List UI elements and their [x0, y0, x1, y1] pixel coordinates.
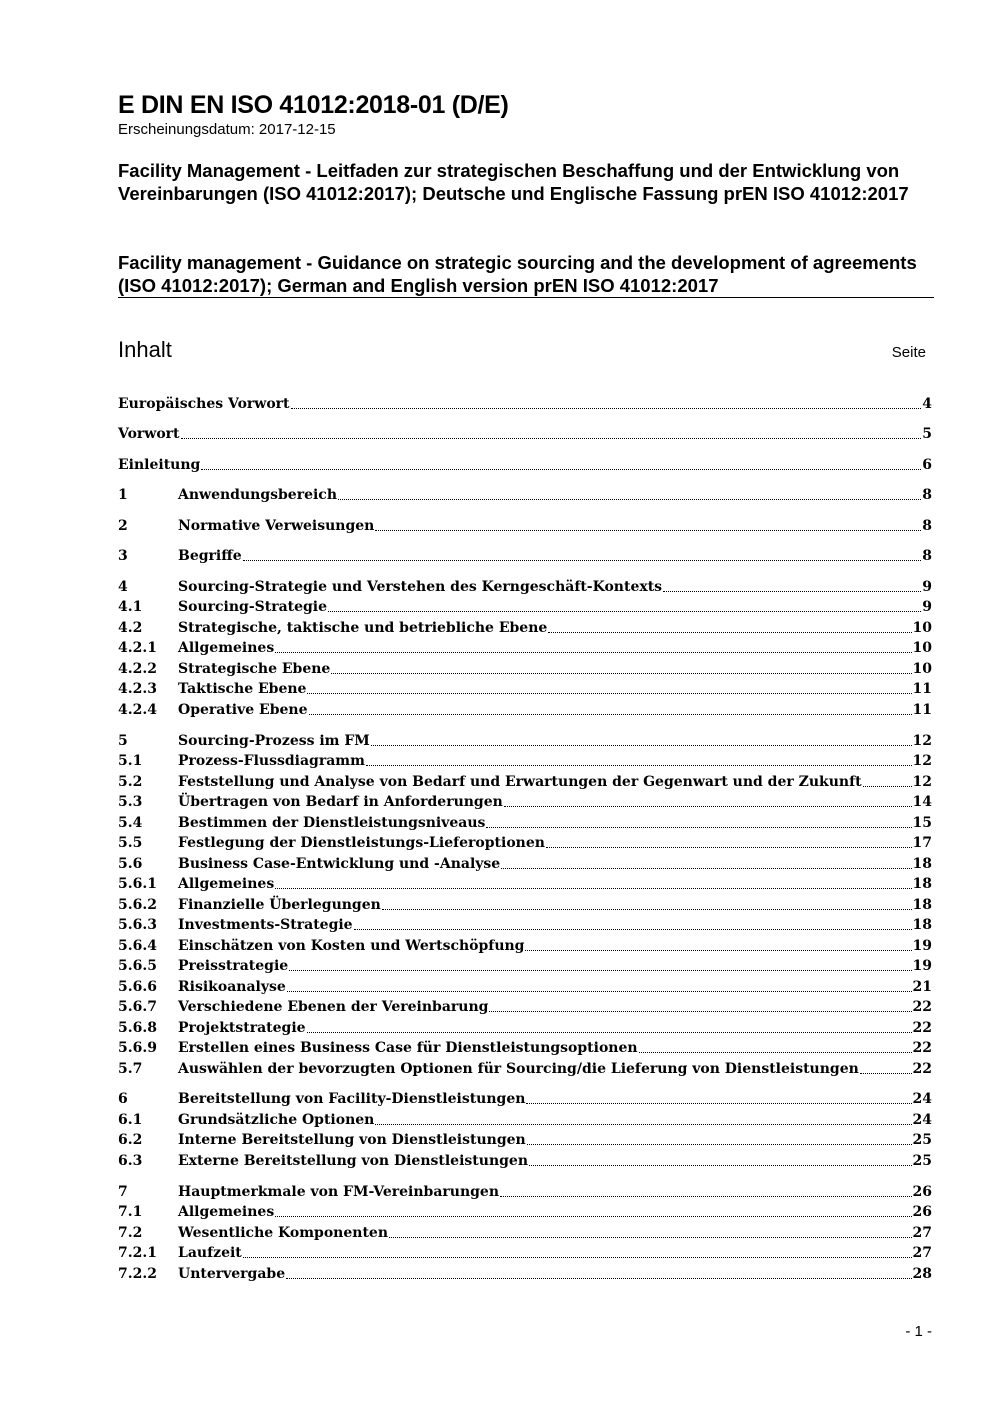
toc-entry-number: 5 [118, 733, 128, 749]
toc-dot-leader [525, 950, 911, 951]
toc-entry-title: Externe Bereitstellung von Dienstleistungen [178, 1153, 528, 1169]
toc-entry-title: Investments-Strategie [178, 917, 353, 933]
toc-entry-page: 9 [922, 579, 932, 595]
toc-entry[interactable] [118, 936, 932, 956]
toc-entry-page: 25 [912, 1132, 932, 1148]
toc-entry-number: 7 [118, 1184, 128, 1200]
toc-entry[interactable] [118, 1110, 932, 1130]
toc-dot-leader [382, 909, 912, 910]
toc-entry[interactable] [118, 1182, 932, 1202]
toc-entry-title: Einleitung [118, 457, 201, 473]
toc-entry-number: 5.6.9 [118, 1040, 157, 1056]
toc-entry-number: 6.2 [118, 1132, 143, 1148]
toc-entry-page: 24 [912, 1091, 932, 1107]
toc-entry-number: 1 [118, 487, 128, 503]
toc-entry-number: 4.2.3 [118, 681, 157, 697]
toc-page-column-label: Seite [891, 344, 926, 361]
toc-entry-number: 2 [118, 518, 128, 534]
toc-entry-number: 5.4 [118, 815, 143, 831]
toc-entry-number: 5.6.1 [118, 876, 157, 892]
toc-entry-number: 5.6 [118, 856, 143, 872]
toc-entry-number: 5.6.2 [118, 897, 157, 913]
toc-entry-page: 14 [912, 794, 932, 810]
toc-entry-title: Allgemeines [178, 640, 275, 656]
toc-dot-leader [243, 560, 922, 561]
toc-entry-title: Allgemeines [178, 1204, 275, 1220]
toc-entry-page: 24 [912, 1112, 932, 1128]
toc-entry-number: 7.2.2 [118, 1266, 157, 1282]
toc-entry-page: 10 [912, 640, 932, 656]
toc-entry-page: 26 [912, 1204, 932, 1220]
toc-entry-number: 5.5 [118, 835, 143, 851]
toc-dot-leader [371, 745, 912, 746]
toc-entry-title: Verschiedene Ebenen der Vereinbarung [178, 999, 489, 1015]
title-english: Facility management - Guidance on strategic sourcing and the development of agreements (ISO 41012:2017); German and English version prEN ISO 41012:2017 [118, 252, 917, 296]
toc-dot-leader [286, 1278, 911, 1279]
toc-entry[interactable] [118, 772, 932, 792]
toc-entry[interactable] [118, 854, 932, 874]
toc-entry-number: 5.2 [118, 774, 143, 790]
toc-entry[interactable] [118, 874, 932, 894]
toc-entry-title: Allgemeines [178, 876, 275, 892]
toc-entry-number: 5.6.6 [118, 979, 157, 995]
toc-entry-page: 12 [912, 733, 932, 749]
toc-dot-leader [504, 806, 912, 807]
toc-entry-page: 10 [912, 661, 932, 677]
toc-entry[interactable] [118, 915, 932, 935]
toc-dot-leader [500, 1196, 912, 1197]
toc-entry-page: 8 [922, 518, 932, 534]
toc-entry-number: 5.6.5 [118, 958, 157, 974]
toc-dot-leader [354, 929, 912, 930]
toc-entry-page: 19 [912, 958, 932, 974]
toc-entry[interactable] [118, 1243, 932, 1263]
toc-entry-title: Europäisches Vorwort [118, 396, 290, 412]
toc-entry-number: 4.2.2 [118, 661, 157, 677]
toc-entry[interactable] [118, 424, 932, 444]
toc-entry-page: 4 [922, 396, 932, 412]
toc-entry-number: 7.2 [118, 1225, 143, 1241]
toc-entry-title: Sourcing-Prozess im FM [178, 733, 370, 749]
toc-entry[interactable] [118, 751, 932, 771]
toc-entry[interactable] [118, 1130, 932, 1150]
toc-dot-leader [527, 1144, 912, 1145]
toc-entry-number: 4.1 [118, 599, 143, 615]
page-number: - 1 - [905, 1323, 932, 1340]
title-german: Facility Management - Leitfaden zur strategischen Beschaffung und der Entwicklung von Vereinbarungen (ISO 41012:2017); Deutsche und Englische Fassung prEN ISO 41012:2017 [118, 160, 909, 204]
toc-entry-number: 7.2.1 [118, 1245, 157, 1261]
toc-entry-title: Finanzielle Überlegungen [178, 897, 381, 913]
toc-entry-page: 17 [912, 835, 932, 851]
toc-dot-leader [548, 632, 911, 633]
toc-entry[interactable] [118, 516, 932, 536]
toc-dot-leader [489, 1011, 911, 1012]
toc-entry[interactable] [118, 977, 932, 997]
toc-entry-title: Grundsätzliche Optionen [178, 1112, 375, 1128]
toc-entry-page: 18 [912, 917, 932, 933]
toc-entry[interactable] [118, 956, 932, 976]
toc-entry-page: 27 [912, 1245, 932, 1261]
toc-entry-number: 4 [118, 579, 128, 595]
toc-entry[interactable] [118, 1151, 932, 1171]
toc-entry-title: Interne Bereitstellung von Dienstleistungen [178, 1132, 526, 1148]
toc-dot-leader [201, 469, 921, 470]
toc-entry-title: Feststellung und Analyse von Bedarf und Erwartungen der Gegenwart und der Zukunft [178, 774, 862, 790]
toc-entry-page: 28 [912, 1266, 932, 1282]
toc-entry-number: 3 [118, 548, 128, 564]
toc-heading: Inhalt [118, 337, 172, 362]
toc-entry[interactable] [118, 731, 932, 751]
toc-dot-leader [331, 673, 911, 674]
toc-entry[interactable] [118, 659, 932, 679]
toc-entry-title: Preisstrategie [178, 958, 289, 974]
toc-entry-title: Begriffe [178, 548, 242, 564]
toc-entry[interactable] [118, 546, 932, 566]
toc-dot-leader [526, 1103, 911, 1104]
toc-entry-page: 18 [912, 876, 932, 892]
toc-entry-title: Festlegung der Dienstleistungs-Lieferoptionen [178, 835, 545, 851]
toc-entry-page: 18 [912, 897, 932, 913]
toc-entry-title: Normative Verweisungen [178, 518, 375, 534]
toc-entry-page: 25 [912, 1153, 932, 1169]
toc-entry-number: 6.1 [118, 1112, 143, 1128]
toc-entry-page: 18 [912, 856, 932, 872]
toc-entry-title: Bereitstellung von Facility-Dienstleistungen [178, 1091, 526, 1107]
toc-dot-leader [389, 1237, 912, 1238]
toc-entry-title: Risikoanalyse [178, 979, 286, 995]
toc-entry[interactable] [118, 997, 932, 1017]
toc-dot-leader [275, 652, 911, 653]
toc-dot-leader [860, 1073, 912, 1074]
toc-entry-number: 5.6.8 [118, 1020, 157, 1036]
toc-dot-leader [529, 1165, 912, 1166]
toc-entry-title: Hauptmerkmale von FM-Vereinbarungen [178, 1184, 500, 1200]
toc-entry-title: Strategische Ebene [178, 661, 331, 677]
toc-entry[interactable] [118, 577, 932, 597]
toc-entry-page: 12 [912, 753, 932, 769]
toc-entry-number: 4.2 [118, 620, 143, 636]
toc-entry-number: 6 [118, 1091, 128, 1107]
toc-entry-page: 21 [912, 979, 932, 995]
toc-entry[interactable] [118, 1089, 932, 1109]
toc-dot-leader [275, 1216, 911, 1217]
toc-entry-title: Business Case-Entwicklung und -Analyse [178, 856, 501, 872]
toc-dot-leader [243, 1257, 912, 1258]
toc-entry-title: Bestimmen der Dienstleistungsniveaus [178, 815, 486, 831]
toc-dot-leader [366, 765, 912, 766]
toc-entry-number: 5.6.7 [118, 999, 157, 1015]
toc-entry-page: 22 [912, 1061, 932, 1077]
toc-entry[interactable] [118, 833, 932, 853]
toc-entry[interactable] [118, 1264, 932, 1284]
toc-dot-leader [639, 1052, 912, 1053]
toc-entry[interactable] [118, 895, 932, 915]
toc-entry-page: 26 [912, 1184, 932, 1200]
toc-entry-page: 5 [922, 426, 932, 442]
toc-entry-number: 5.1 [118, 753, 143, 769]
toc-entry[interactable] [118, 638, 932, 658]
toc-entry[interactable] [118, 679, 932, 699]
toc-entry-number: 5.3 [118, 794, 143, 810]
toc-entry-title: Laufzeit [178, 1245, 242, 1261]
toc-entry[interactable] [118, 597, 932, 617]
toc-dot-leader [289, 970, 911, 971]
toc-dot-leader [501, 868, 911, 869]
toc-entry-page: 15 [912, 815, 932, 831]
toc-entry-number: 7.1 [118, 1204, 143, 1220]
toc-entry-number: 4.2.1 [118, 640, 157, 656]
toc-entry-number: 5.6.3 [118, 917, 157, 933]
toc-dot-leader [287, 991, 912, 992]
toc-dot-leader [307, 1032, 912, 1033]
toc-entry-title: Sourcing-Strategie und Verstehen des Kerngeschäft-Kontexts [178, 579, 663, 595]
publication-date: Erscheinungsdatum: 2017-12-15 [118, 121, 336, 138]
toc-dot-leader [291, 408, 922, 409]
toc-entry[interactable] [118, 455, 932, 475]
toc-entry-number: 4.2.4 [118, 702, 157, 718]
toc-entry-page: 6 [922, 457, 932, 473]
toc-entry[interactable] [118, 1223, 932, 1243]
toc-entry-page: 9 [922, 599, 932, 615]
toc-entry-page: 11 [912, 681, 932, 697]
toc-entry-page: 22 [912, 1020, 932, 1036]
toc-entry-page: 19 [912, 938, 932, 954]
toc-entry-title: Operative Ebene [178, 702, 308, 718]
toc-entry-title: Erstellen eines Business Case für Dienstleistungsoptionen [178, 1040, 638, 1056]
toc-entry-title: Taktische Ebene [178, 681, 307, 697]
toc-entry-page: 12 [912, 774, 932, 790]
toc-entry-title: Projektstrategie [178, 1020, 306, 1036]
toc-entry-title: Vorwort [118, 426, 180, 442]
toc-entry-page: 22 [912, 999, 932, 1015]
document-id: E DIN EN ISO 41012:2018-01 (D/E) [118, 91, 509, 119]
toc-dot-leader [375, 1124, 911, 1125]
toc-dot-leader [328, 611, 921, 612]
toc-dot-leader [307, 693, 911, 694]
toc-entry-title: Anwendungsbereich [178, 487, 337, 503]
toc-entry[interactable] [118, 813, 932, 833]
toc-dot-leader [338, 499, 921, 500]
toc-entry-title: Strategische, taktische und betriebliche Ebene [178, 620, 548, 636]
toc-dot-leader [181, 438, 922, 439]
toc-entry-title: Prozess-Flussdiagramm [178, 753, 365, 769]
toc-entry-page: 11 [912, 702, 932, 718]
toc-entry[interactable] [118, 1059, 932, 1079]
toc-entry[interactable] [118, 394, 932, 414]
toc-entry-page: 8 [922, 548, 932, 564]
toc-entry-title: Untervergabe [178, 1266, 286, 1282]
title-divider [118, 297, 934, 298]
toc-entry[interactable] [118, 1018, 932, 1038]
toc-entry[interactable] [118, 1202, 932, 1222]
toc-entry-page: 10 [912, 620, 932, 636]
toc-entry-number: 5.6.4 [118, 938, 157, 954]
toc-entry[interactable] [118, 700, 932, 720]
toc-dot-leader [486, 827, 911, 828]
toc-dot-leader [375, 530, 921, 531]
toc-entry-page: 8 [922, 487, 932, 503]
toc-entry-title: Übertragen von Bedarf in Anforderungen [178, 794, 503, 810]
toc-entry-page: 22 [912, 1040, 932, 1056]
toc-entry-title: Sourcing-Strategie [178, 599, 328, 615]
toc-dot-leader [863, 786, 912, 787]
toc-entry-title: Auswählen der bevorzugten Optionen für Sourcing/die Lieferung von Dienstleistungen [178, 1061, 859, 1077]
toc-entry[interactable] [118, 618, 932, 638]
toc-entry[interactable] [118, 1038, 932, 1058]
toc-entry-number: 6.3 [118, 1153, 143, 1169]
toc-dot-leader [275, 888, 911, 889]
toc-dot-leader [309, 714, 912, 715]
toc-entry-number: 5.7 [118, 1061, 143, 1077]
toc-entry-title: Einschätzen von Kosten und Wertschöpfung [178, 938, 525, 954]
toc-dot-leader [546, 847, 912, 848]
toc-entry-title: Wesentliche Komponenten [178, 1225, 388, 1241]
toc-entry[interactable] [118, 792, 932, 812]
toc-entry-page: 27 [912, 1225, 932, 1241]
toc-entry[interactable] [118, 485, 932, 505]
toc-dot-leader [663, 591, 921, 592]
